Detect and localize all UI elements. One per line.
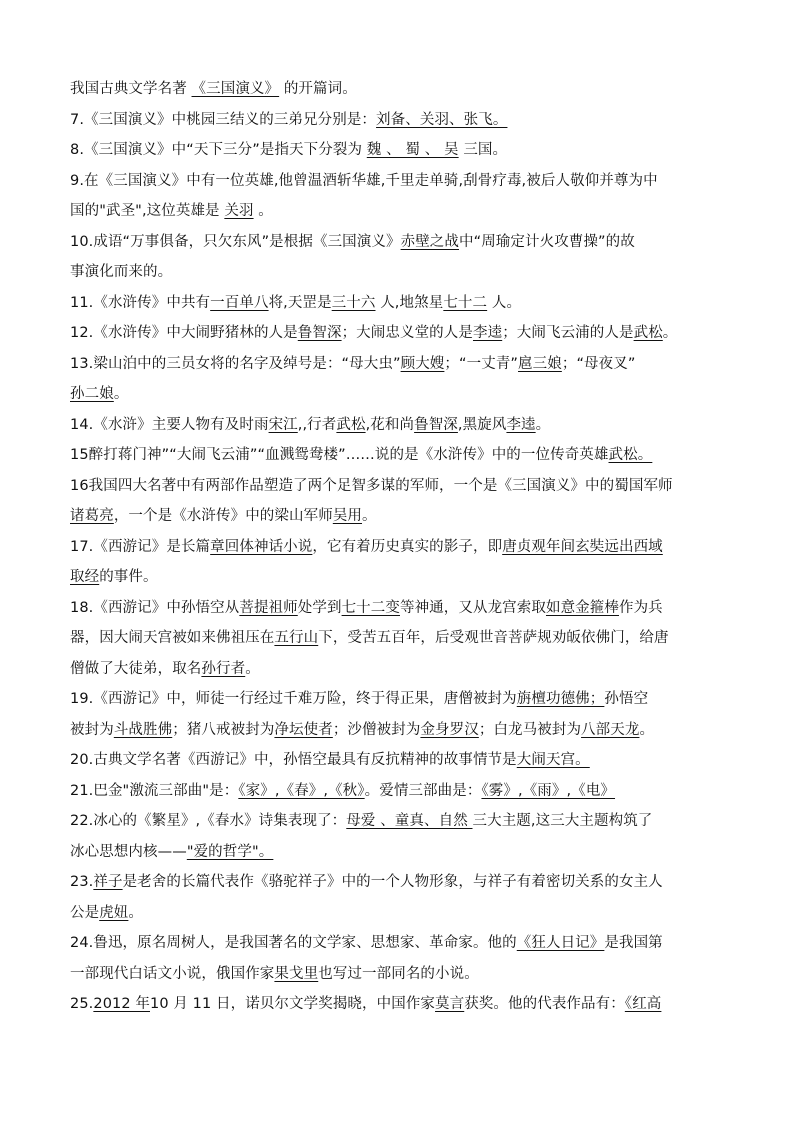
question-text: 人,地煞星 bbox=[375, 294, 444, 311]
text-line bbox=[70, 227, 726, 258]
text-line bbox=[70, 623, 726, 654]
question-text: ；大闹忠义堂的人是 bbox=[341, 325, 473, 341]
question-text: 20.古典文学名著《西游记》中，孙悟空最具有反抗精神的故事情节是 bbox=[70, 752, 517, 768]
text-line bbox=[70, 684, 726, 715]
answer-text: 七十二变 bbox=[341, 599, 400, 616]
question-text: 僧做了大徒弟，取名 bbox=[70, 660, 202, 677]
question-text: ；大闹飞云浦的人是 bbox=[502, 325, 634, 341]
text-line bbox=[70, 745, 726, 776]
question-text: 11.《水浒传》中共有 bbox=[70, 294, 211, 311]
answer-text: 八部天龙 bbox=[581, 721, 640, 738]
question-text: 13.梁山泊中的三员女将的名字及绰号是：“母大虫” bbox=[70, 355, 401, 372]
answer-text: 关羽 bbox=[224, 203, 254, 219]
text-line bbox=[70, 74, 726, 105]
answer-text: 鲁智深 bbox=[297, 325, 342, 341]
question-text: 18.《西游记》中孙悟空从 bbox=[70, 599, 240, 616]
text-line bbox=[70, 166, 726, 197]
answer-text: 虎妞 bbox=[99, 904, 129, 921]
answer-text: 三十六 bbox=[331, 294, 376, 311]
question-text: 12.《水浒传》中大闹野猪林的人是 bbox=[70, 325, 298, 341]
answer-text: 赤壁之战 bbox=[400, 233, 459, 250]
text-line bbox=[70, 837, 726, 868]
answer-text: 宋江 bbox=[268, 416, 298, 433]
question-text: 。 bbox=[535, 416, 551, 433]
question-text: 。 bbox=[128, 904, 144, 921]
question-text: 三国。 bbox=[458, 142, 508, 158]
question-text: 14.《水浒》主要人物有及时雨 bbox=[70, 416, 269, 433]
answer-text: 唐贞观年间玄奘远出西域 bbox=[502, 538, 663, 555]
question-text: 冰心思想内核—— bbox=[70, 843, 187, 860]
text-line bbox=[70, 654, 726, 685]
question-text: ；沙僧被封为 bbox=[332, 721, 421, 738]
text-line bbox=[70, 349, 726, 380]
answer-text: 章回体神话小说 bbox=[210, 538, 313, 555]
answer-text: 七十二 bbox=[443, 294, 488, 311]
answer-text: 菩提祖师 bbox=[239, 599, 298, 616]
question-text: 将,天罡是 bbox=[268, 294, 332, 311]
question-text: 我国古典文学名著 bbox=[70, 81, 192, 97]
answer-text: 武松 bbox=[633, 325, 663, 341]
question-text: 19.《西游记》中，师徒一行经过千难万险，终于得正果，唐僧被封为 bbox=[70, 691, 517, 707]
answer-text: 孙二娘 bbox=[70, 386, 114, 402]
question-text: ,花和尚 bbox=[365, 416, 415, 433]
question-text: ；猪八戒被封为 bbox=[172, 721, 275, 738]
question-text: 25. bbox=[70, 996, 94, 1012]
question-text: 7.《三国演义》中桃园三结义的三弟兄分别是： bbox=[70, 111, 377, 128]
text-line bbox=[70, 562, 726, 593]
question-text: ,,行者 bbox=[297, 416, 337, 433]
answer-text: 诸葛亮 bbox=[70, 508, 114, 524]
question-text: 获奖。他的代表作品有： bbox=[464, 996, 625, 1012]
question-text: 10 月 11 日，诺贝尔文学奖揭晓，中国作家 bbox=[150, 996, 436, 1012]
text-line bbox=[70, 501, 726, 532]
question-text: 。 bbox=[253, 203, 273, 219]
question-text: ，它有着历史真实的影子，即 bbox=[312, 538, 503, 555]
question-text: 。 bbox=[362, 508, 377, 524]
question-text: 17.《西游记》是长篇 bbox=[70, 538, 211, 555]
question-text: 10.成语“万事俱备，只欠东风”是根据《三国演义》 bbox=[70, 233, 401, 250]
question-text: 作为兵 bbox=[618, 599, 663, 616]
text-line bbox=[70, 257, 726, 288]
answer-text: 如意金箍棒 bbox=[545, 599, 619, 616]
answer-text: 《三国演义》 bbox=[191, 81, 280, 97]
text-line bbox=[70, 471, 726, 502]
text-line bbox=[70, 318, 726, 349]
answer-text: 《狂人日记》 bbox=[516, 935, 605, 951]
text-line bbox=[70, 532, 726, 563]
answer-text: 李逵 bbox=[472, 325, 503, 341]
question-text: 。 bbox=[245, 660, 260, 677]
question-text: 9.在《三国演义》中有一位英雄,他曾温酒斩华雄,千里走单骑,刮骨疗毒,被后人敬仰并尊为中 bbox=[70, 172, 658, 189]
answer-text: 《家》,《春》,《秋》 bbox=[238, 782, 365, 799]
question-text: 23. bbox=[70, 874, 94, 890]
question-text: ；“一丈青” bbox=[444, 355, 519, 372]
question-text: 中“周瑜定计火攻曹操”的故 bbox=[459, 233, 635, 250]
question-text: 下，受苦五百年，后受观世音菩萨规劝皈依佛门，给唐 bbox=[318, 630, 669, 646]
question-text: 等神通，又从龙宫索取 bbox=[399, 599, 546, 616]
question-text: 一部现代白话文小说，俄国作家 bbox=[70, 965, 275, 982]
question-text: 是我国第 bbox=[604, 935, 663, 951]
question-text: 国的"武圣",这位英雄是 bbox=[70, 203, 225, 219]
question-text: 。 bbox=[639, 721, 655, 738]
answer-text: 莫言 bbox=[435, 996, 465, 1012]
question-text: 。爱情三部曲是： bbox=[364, 782, 482, 799]
answer-text: 果戈里 bbox=[274, 965, 319, 982]
answer-text: 2012 年 bbox=[93, 996, 150, 1012]
question-text: ，一个是《水浒传》中的梁山军师 bbox=[113, 508, 333, 524]
question-text: 是老舍的长篇代表作《骆驼祥子》中的一个人物形象，与祥子有着密切关系的女主人 bbox=[122, 874, 663, 890]
text-line bbox=[70, 105, 726, 136]
answer-text: 孙行者 bbox=[201, 660, 246, 677]
text-line bbox=[70, 196, 726, 227]
question-text: 公是 bbox=[70, 904, 100, 921]
answer-text: 李逵 bbox=[506, 416, 536, 433]
question-text: 15醉打蒋门神”“大闹飞云浦”“血溅鸳鸯楼”……说的是《水浒传》中的一位传奇英雄 bbox=[70, 447, 609, 463]
answer-text: 一百单八 bbox=[210, 294, 269, 311]
question-text: ；白龙马被封为 bbox=[478, 721, 582, 738]
question-text: 24.鲁迅，原名周树人，是我国著名的文学家、思想家、革命家。他的 bbox=[70, 935, 517, 951]
question-text: 孙悟空 bbox=[604, 691, 649, 707]
text-line bbox=[70, 379, 726, 410]
question-text: 8.《三国演义》中“天下三分”是指天下分裂为 bbox=[70, 142, 367, 158]
answer-text: 刘备、关羽、张飞。 bbox=[376, 111, 508, 128]
question-text: 21.巴金"激流三部曲"是： bbox=[70, 782, 239, 799]
question-text: 器，因大闹天宫被如来佛祖压在 bbox=[70, 630, 275, 646]
question-text: 的开篇词。 bbox=[279, 81, 357, 97]
question-text: 被封为 bbox=[70, 721, 114, 738]
question-text: 也写过一部同名的小说。 bbox=[318, 965, 479, 982]
question-text: 。 bbox=[113, 386, 129, 402]
question-text: ,黑旋风 bbox=[457, 416, 507, 433]
question-text: 处学到 bbox=[297, 599, 342, 616]
answer-text: 吴用 bbox=[332, 508, 363, 524]
question-text: 事演化而来的。 bbox=[70, 264, 173, 280]
answer-text: 《雾》,《雨》,《电》 bbox=[481, 782, 616, 799]
text-line bbox=[70, 776, 726, 807]
answer-text: 武松。 bbox=[608, 447, 653, 463]
text-line bbox=[70, 806, 726, 837]
question-text: 人。 bbox=[487, 294, 522, 311]
answer-text: 母爱 、童真、自然 bbox=[346, 813, 473, 829]
answer-text: 五行山 bbox=[274, 630, 319, 646]
text-line bbox=[70, 928, 726, 959]
text-line bbox=[70, 867, 726, 898]
answer-text: "爱的哲学"。 bbox=[186, 843, 274, 860]
question-text: 。 bbox=[662, 325, 678, 341]
answer-text: 旃檀功德佛； bbox=[516, 691, 605, 707]
answer-text: 取经 bbox=[70, 569, 100, 585]
text-line bbox=[70, 989, 726, 1020]
answer-text: 扈三娘 bbox=[518, 355, 562, 372]
answer-text: 武松 bbox=[336, 416, 366, 433]
answer-text: 魏 、 蜀 、 吴 bbox=[366, 142, 459, 158]
answer-text: 金身罗汉 bbox=[420, 721, 479, 738]
answer-text: 净坛使者 bbox=[274, 721, 333, 738]
answer-text: 祥子 bbox=[93, 874, 123, 890]
question-text: 22.冰心的《繁星》,《春水》诗集表现了： bbox=[70, 813, 347, 829]
text-line bbox=[70, 593, 726, 624]
answer-text: 斗战胜佛 bbox=[113, 721, 173, 738]
text-line bbox=[70, 715, 726, 746]
text-line bbox=[70, 288, 726, 319]
document-body bbox=[70, 74, 726, 1020]
answer-text: 鲁智深 bbox=[414, 416, 458, 433]
question-text: 三大主题,这三大主题构筑了 bbox=[472, 813, 653, 829]
answer-text: 《红高 bbox=[624, 996, 662, 1012]
text-line bbox=[70, 410, 726, 441]
question-text: 的事件。 bbox=[99, 569, 158, 585]
answer-text: 顾大嫂 bbox=[400, 355, 445, 372]
question-text: ；“母夜叉” bbox=[561, 355, 636, 372]
text-line bbox=[70, 959, 726, 990]
text-line bbox=[70, 135, 726, 166]
text-line bbox=[70, 898, 726, 929]
text-line bbox=[70, 440, 726, 471]
question-text: 16我国四大名著中有两部作品塑造了两个足智多谋的军师，一个是《三国演义》中的蜀国军师 bbox=[70, 477, 673, 494]
answer-text: 大闹天宫。 bbox=[516, 752, 590, 768]
